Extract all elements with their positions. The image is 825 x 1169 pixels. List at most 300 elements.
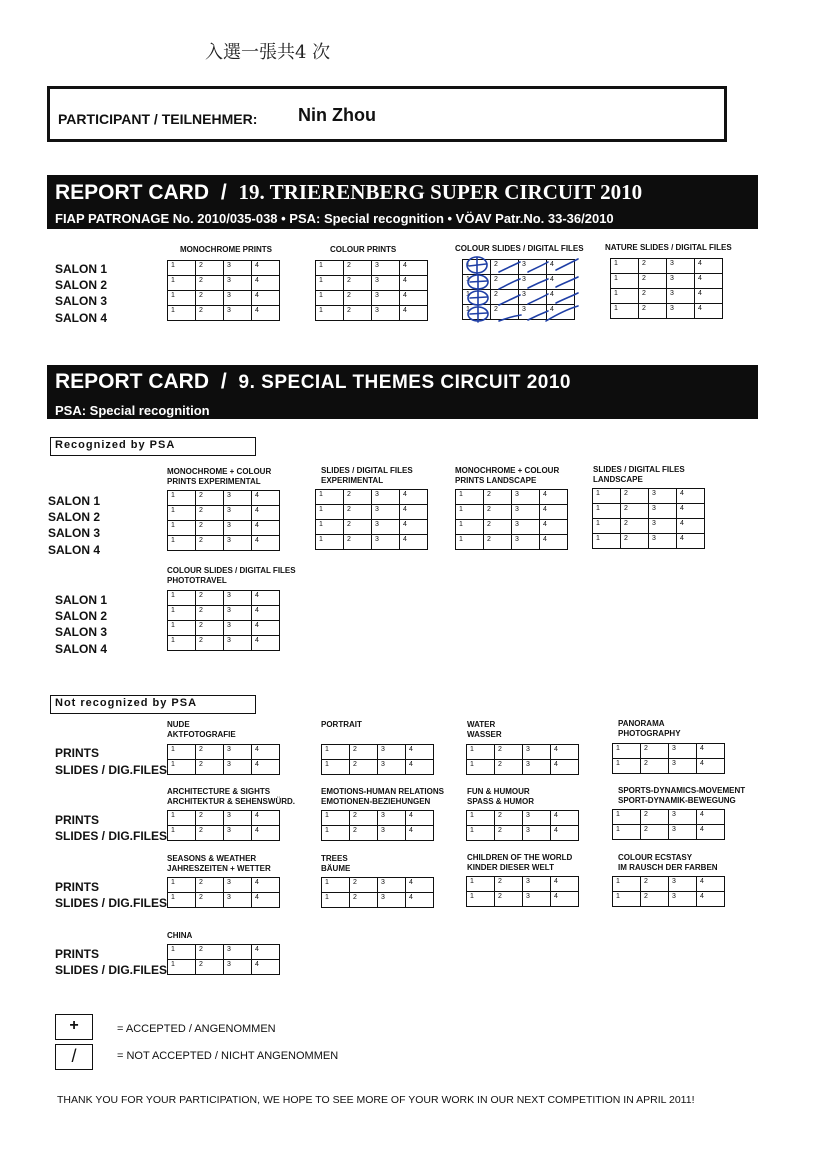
grid-row	[322, 826, 434, 841]
grid-cell: 2	[639, 259, 667, 274]
card2-rec-col-head: MONOCHROME + COLOUR PRINTS LANDSCAPE	[455, 466, 560, 485]
grid-cell: 2	[495, 877, 523, 892]
grid-cell: 2	[621, 504, 649, 519]
grid-row	[463, 305, 575, 320]
grid-cell: 4	[547, 305, 575, 320]
grid-row	[611, 259, 723, 274]
grid-cell: 4	[406, 893, 434, 908]
grid-cell: 3	[523, 760, 551, 775]
grid-cell: 1	[168, 960, 196, 975]
grid-cell: 2	[344, 490, 372, 505]
card1-col-head: NATURE SLIDES / DIGITAL FILES	[605, 243, 732, 252]
grid-cell: 1	[322, 826, 350, 841]
grid-row	[467, 745, 579, 760]
grid-cell: 2	[196, 893, 224, 908]
grid-cell: 2	[196, 745, 224, 760]
grid-cell: 1	[456, 535, 484, 550]
grid-cell: 2	[344, 261, 372, 276]
grid-cell: 4	[400, 291, 428, 306]
grid-cell: 3	[224, 521, 252, 536]
grid-cell: 4	[406, 760, 434, 775]
grid-cell: 2	[196, 491, 224, 506]
nr-col-head: ARCHITECTURE & SIGHTS ARCHITEKTUR & SEHENSWÜRD.	[167, 787, 295, 806]
grid-cell: 4	[677, 504, 705, 519]
grid-row	[611, 304, 723, 319]
grid-cell: 4	[252, 893, 280, 908]
grid-cell: 3	[519, 260, 547, 275]
grid-cell: 1	[168, 606, 196, 621]
grid-row	[456, 490, 568, 505]
grid-cell: 2	[639, 274, 667, 289]
grid-cell: 1	[316, 535, 344, 550]
grid-cell: 4	[252, 521, 280, 536]
grid-row	[613, 877, 725, 892]
grid-row	[168, 945, 280, 960]
card2-row-label: SALON 4	[55, 642, 108, 656]
grid-cell: 1	[611, 304, 639, 319]
grid-cell: 4	[697, 825, 725, 840]
card2-row-label: SALON 3	[55, 625, 108, 639]
card2-row-label: SALON 2	[55, 609, 108, 623]
grid-cell: 1	[168, 745, 196, 760]
grid-cell: 2	[495, 760, 523, 775]
grid-cell: 2	[350, 811, 378, 826]
card2-subtitle: PSA: Special recognition	[55, 403, 210, 418]
grid-cell: 4	[252, 811, 280, 826]
grid-cell: 2	[639, 304, 667, 319]
grid-row	[613, 810, 725, 825]
grid-row	[611, 289, 723, 304]
grid-row	[168, 893, 280, 908]
grid-row	[168, 276, 280, 291]
grid-row	[322, 811, 434, 826]
grid-cell: 2	[621, 489, 649, 504]
grid-cell: 1	[168, 826, 196, 841]
grid-cell: 2	[196, 826, 224, 841]
grid-cell: 2	[196, 760, 224, 775]
grid-cell: 4	[252, 606, 280, 621]
grid-cell: 1	[168, 811, 196, 826]
grid-cell: 1	[168, 276, 196, 291]
grid-cell: 3	[224, 536, 252, 551]
nr-grid-china	[167, 944, 280, 975]
grid-cell: 1	[611, 259, 639, 274]
grid-cell: 2	[484, 520, 512, 535]
grid-cell: 4	[551, 826, 579, 841]
grid-cell: 2	[641, 892, 669, 907]
grid-cell: 4	[697, 892, 725, 907]
grid-row	[168, 636, 280, 651]
grid-row	[316, 490, 428, 505]
grid-cell: 1	[613, 810, 641, 825]
grid-row	[316, 306, 428, 321]
grid-cell: 4	[406, 826, 434, 841]
grid-cell: 3	[523, 811, 551, 826]
grid-row	[322, 893, 434, 908]
grid-row	[168, 621, 280, 636]
grid-cell: 3	[224, 826, 252, 841]
grid-cell: 1	[593, 504, 621, 519]
recognized-psa-label: Recognized by PSA	[50, 437, 256, 456]
grid-cell: 3	[224, 878, 252, 893]
grid-cell: 4	[695, 274, 723, 289]
grid-cell: 4	[551, 745, 579, 760]
grid-cell: 4	[252, 826, 280, 841]
grid-cell: 3	[512, 505, 540, 520]
nr-col-head: PANORAMA PHOTOGRAPHY	[618, 719, 681, 738]
grid-cell: 2	[484, 535, 512, 550]
grid-row	[168, 960, 280, 975]
grid-cell: 3	[669, 825, 697, 840]
card2-rec-col-head: MONOCHROME + COLOUR PRINTS EXPERIMENTAL	[167, 467, 272, 486]
grid-cell: 1	[463, 275, 491, 290]
card2-row-label: SALON 1	[48, 494, 101, 508]
grid-cell: 3	[378, 745, 406, 760]
nr-grid-trees	[321, 877, 434, 908]
not-recognized-psa-label: Not recognized by PSA	[50, 695, 256, 714]
grid-cell: 3	[372, 535, 400, 550]
grid-cell: 2	[491, 275, 519, 290]
grid-cell: 3	[667, 289, 695, 304]
grid-cell: 1	[467, 745, 495, 760]
grid-cell: 3	[667, 304, 695, 319]
grid-cell: 3	[523, 877, 551, 892]
grid-cell: 4	[252, 491, 280, 506]
nr-grid-children	[466, 876, 579, 907]
nr-col-head: CHINA	[167, 931, 193, 940]
grid-cell: 3	[224, 636, 252, 651]
grid-row	[613, 892, 725, 907]
grid-cell: 4	[400, 490, 428, 505]
grid-cell: 2	[344, 306, 372, 321]
grid-cell: 3	[523, 892, 551, 907]
grid-cell: 2	[495, 892, 523, 907]
grid-cell: 3	[669, 810, 697, 825]
grid-cell: 1	[593, 489, 621, 504]
grid-cell: 1	[168, 491, 196, 506]
grid-cell: 3	[372, 276, 400, 291]
grid-cell: 2	[196, 621, 224, 636]
nr-col-head: PORTRAIT	[321, 720, 362, 729]
grid-row	[322, 760, 434, 775]
card2-title-main: 9. SPECIAL THEMES CIRCUIT 2010	[238, 372, 571, 393]
grid-cell: 4	[540, 520, 568, 535]
grid-row	[593, 534, 705, 549]
grid-cell: 4	[400, 306, 428, 321]
nr-col-head: TREES BÄUME	[321, 854, 351, 873]
grid-cell: 2	[196, 276, 224, 291]
grid-cell: 1	[456, 490, 484, 505]
grid-cell: 2	[196, 521, 224, 536]
participant-box	[47, 86, 727, 142]
grid-cell: 4	[252, 306, 280, 321]
grid-cell: 2	[484, 490, 512, 505]
grid-cell: 3	[224, 811, 252, 826]
grid-cell: 2	[344, 535, 372, 550]
grid-cell: 1	[168, 291, 196, 306]
accepted-legend-text: = ACCEPTED / ANGENOMMEN	[117, 1023, 276, 1035]
grid-row	[467, 826, 579, 841]
grid-cell: 4	[400, 520, 428, 535]
grid-cell: 1	[611, 289, 639, 304]
not-accepted-legend-text: = NOT ACCEPTED / NICHT ANGENOMMEN	[117, 1050, 339, 1062]
grid-cell: 1	[168, 521, 196, 536]
nr-col-head: COLOUR ECSTASY IM RAUSCH DER FARBEN	[618, 853, 718, 872]
grid-cell: 3	[224, 306, 252, 321]
grid-cell: 1	[467, 760, 495, 775]
grid-cell: 4	[697, 759, 725, 774]
grid-cell: 1	[316, 306, 344, 321]
grid-cell: 1	[593, 534, 621, 549]
grid-row	[613, 744, 725, 759]
grid-cell: 3	[372, 291, 400, 306]
grid-cell: 2	[196, 811, 224, 826]
grid-cell: 1	[168, 636, 196, 651]
grid-cell: 3	[224, 621, 252, 636]
grid-cell: 1	[322, 893, 350, 908]
grid-cell: 2	[344, 291, 372, 306]
grid-row	[322, 878, 434, 893]
grid-cell: 2	[196, 960, 224, 975]
grid-cell: 2	[641, 825, 669, 840]
nr-row-label: SLIDES / DIG.FILES	[55, 829, 168, 843]
grid-cell: 3	[224, 261, 252, 276]
grid-cell: 1	[463, 260, 491, 275]
grid-row	[463, 260, 575, 275]
grid-cell: 1	[613, 892, 641, 907]
grid-cell: 1	[316, 490, 344, 505]
grid-row	[168, 521, 280, 536]
grid-cell: 4	[540, 505, 568, 520]
grid-cell: 2	[641, 877, 669, 892]
nr-row-label: SLIDES / DIG.FILES	[55, 763, 168, 777]
grid-row	[316, 520, 428, 535]
not-accepted-symbol-box: /	[55, 1044, 93, 1070]
grid-cell: 3	[378, 826, 406, 841]
grid-cell: 4	[697, 810, 725, 825]
grid-cell: 4	[695, 259, 723, 274]
participant-label: PARTICIPANT / TEILNEHMER:	[58, 111, 258, 127]
nr-row-label: PRINTS	[55, 947, 100, 961]
grid-row	[467, 760, 579, 775]
nr-col-head: WATER WASSER	[467, 720, 502, 739]
card1-col-head: COLOUR SLIDES / DIGITAL FILES	[455, 244, 584, 253]
grid-cell: 1	[168, 306, 196, 321]
nr-col-head: SEASONS & WEATHER JAHRESZEITEN + WETTER	[167, 854, 271, 873]
grid-cell: 1	[467, 877, 495, 892]
grid-cell: 1	[168, 261, 196, 276]
grid-cell: 4	[252, 636, 280, 651]
grid-row	[593, 504, 705, 519]
grid-cell: 2	[495, 826, 523, 841]
grid-row	[168, 591, 280, 606]
grid-cell: 4	[697, 877, 725, 892]
card2-rec-col-head: SLIDES / DIGITAL FILES EXPERIMENTAL	[321, 466, 413, 485]
grid-row	[168, 506, 280, 521]
grid-cell: 1	[322, 811, 350, 826]
grid-cell: 4	[406, 878, 434, 893]
card1-col-head: COLOUR PRINTS	[330, 245, 397, 254]
grid-row	[168, 306, 280, 321]
grid-cell: 3	[224, 591, 252, 606]
grid-cell: 2	[491, 290, 519, 305]
grid-cell: 1	[168, 878, 196, 893]
grid-cell: 3	[667, 274, 695, 289]
grid-cell: 3	[372, 520, 400, 535]
grid-cell: 3	[378, 811, 406, 826]
grid-cell: 4	[677, 489, 705, 504]
grid-cell: 2	[495, 811, 523, 826]
grid-row	[467, 892, 579, 907]
grid-cell: 3	[372, 505, 400, 520]
grid-cell: 3	[378, 760, 406, 775]
grid-cell: 3	[224, 893, 252, 908]
grid-cell: 4	[252, 760, 280, 775]
grid-row	[593, 489, 705, 504]
grid-cell: 1	[316, 276, 344, 291]
card1-subtitle: FIAP PATRONAGE No. 2010/035-038 • PSA: Special recognition • VÖAV Patr.No. 33-36/2010	[55, 211, 614, 226]
grid-cell: 1	[168, 506, 196, 521]
grid-cell: 2	[639, 289, 667, 304]
grid-cell: 3	[669, 892, 697, 907]
grid-cell: 2	[344, 520, 372, 535]
grid-cell: 1	[613, 744, 641, 759]
grid-cell: 4	[252, 945, 280, 960]
grid-cell: 3	[512, 535, 540, 550]
card2-grid-phototravel	[167, 590, 280, 651]
grid-row	[168, 291, 280, 306]
grid-cell: 3	[667, 259, 695, 274]
grid-cell: 2	[196, 261, 224, 276]
grid-cell: 1	[467, 826, 495, 841]
grid-cell: 3	[224, 945, 252, 960]
grid-cell: 1	[613, 825, 641, 840]
grid-cell: 2	[621, 519, 649, 534]
grid-cell: 4	[252, 621, 280, 636]
grid-cell: 4	[400, 261, 428, 276]
grid-cell: 3	[523, 826, 551, 841]
grid-cell: 4	[547, 275, 575, 290]
card1-col-head: MONOCHROME PRINTS	[180, 245, 272, 254]
grid-cell: 3	[519, 275, 547, 290]
nr-col-head: CHILDREN OF THE WORLD KINDER DIESER WELT	[467, 853, 573, 872]
participant-name: Nin Zhou	[298, 105, 376, 125]
grid-cell: 1	[593, 519, 621, 534]
nr-grid-water	[466, 744, 579, 775]
grid-cell: 2	[344, 276, 372, 291]
grid-row	[467, 877, 579, 892]
grid-row	[168, 826, 280, 841]
grid-row	[316, 291, 428, 306]
nr-row-label: PRINTS	[55, 813, 100, 827]
card2-grid-prints-landscape	[455, 489, 568, 550]
grid-cell: 1	[613, 877, 641, 892]
grid-row	[316, 535, 428, 550]
grid-cell: 3	[669, 759, 697, 774]
grid-cell: 3	[649, 489, 677, 504]
nr-grid-panorama	[612, 743, 725, 774]
card2-row-label: SALON 2	[48, 510, 101, 524]
grid-cell: 4	[252, 745, 280, 760]
grid-cell: 3	[378, 893, 406, 908]
grid-cell: 2	[196, 291, 224, 306]
grid-cell: 4	[551, 760, 579, 775]
nr-grid-nude	[167, 744, 280, 775]
grid-cell: 3	[519, 290, 547, 305]
grid-cell: 1	[168, 621, 196, 636]
grid-cell: 4	[252, 536, 280, 551]
grid-cell: 3	[224, 606, 252, 621]
grid-cell: 1	[168, 945, 196, 960]
grid-cell: 3	[519, 305, 547, 320]
grid-row	[168, 261, 280, 276]
grid-cell: 1	[456, 520, 484, 535]
grid-cell: 2	[350, 826, 378, 841]
grid-row	[168, 491, 280, 506]
grid-cell: 4	[551, 811, 579, 826]
grid-cell: 4	[551, 877, 579, 892]
card2-grid-slides-experimental	[315, 489, 428, 550]
card1-row-label: SALON 3	[55, 294, 108, 308]
grid-cell: 3	[649, 504, 677, 519]
grid-cell: 2	[495, 745, 523, 760]
card2-grid-prints-experimental	[167, 490, 280, 551]
card1-title-sep: /	[220, 181, 227, 204]
grid-cell: 3	[512, 520, 540, 535]
grid-row	[322, 745, 434, 760]
grid-cell: 3	[649, 534, 677, 549]
grid-row	[593, 519, 705, 534]
grid-row	[168, 760, 280, 775]
grid-cell: 4	[252, 878, 280, 893]
nr-row-label: PRINTS	[55, 746, 100, 760]
grid-cell: 3	[669, 877, 697, 892]
grid-row	[467, 811, 579, 826]
grid-cell: 2	[344, 505, 372, 520]
grid-cell: 2	[621, 534, 649, 549]
grid-cell: 4	[252, 276, 280, 291]
grid-cell: 4	[695, 304, 723, 319]
grid-cell: 1	[463, 290, 491, 305]
grid-cell: 2	[196, 636, 224, 651]
grid-cell: 2	[350, 893, 378, 908]
grid-row	[456, 520, 568, 535]
nr-row-label: PRINTS	[55, 880, 100, 894]
grid-cell: 3	[224, 960, 252, 975]
grid-cell: 4	[252, 591, 280, 606]
grid-cell: 1	[168, 591, 196, 606]
grid-cell: 1	[611, 274, 639, 289]
grid-cell: 2	[350, 745, 378, 760]
card1-row-label: SALON 4	[55, 311, 108, 325]
grid-cell: 1	[316, 261, 344, 276]
nr-grid-colour-ecstasy	[612, 876, 725, 907]
card2-row-label: SALON 1	[55, 593, 108, 607]
grid-cell: 2	[350, 760, 378, 775]
grid-cell: 1	[168, 536, 196, 551]
grid-cell: 2	[491, 260, 519, 275]
grid-cell: 4	[252, 291, 280, 306]
grid-cell: 2	[196, 606, 224, 621]
nr-row-label: SLIDES / DIG.FILES	[55, 896, 168, 910]
grid-cell: 4	[252, 261, 280, 276]
grid-row	[316, 276, 428, 291]
grid-cell: 4	[406, 811, 434, 826]
nr-grid-seasons	[167, 877, 280, 908]
grid-cell: 2	[350, 878, 378, 893]
card2-row-label: SALON 3	[48, 526, 101, 540]
grid-cell: 2	[196, 306, 224, 321]
